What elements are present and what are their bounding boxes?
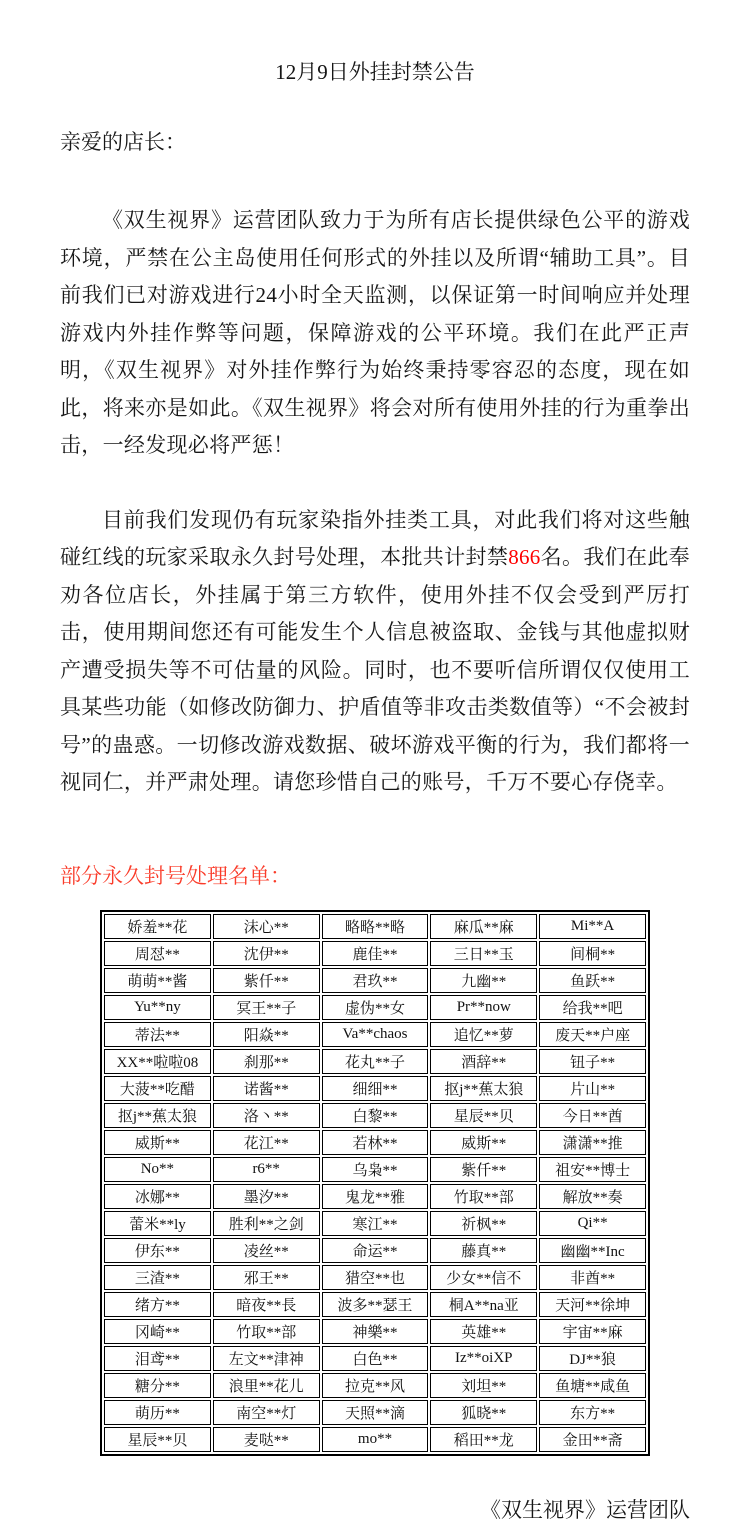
signature: 《双生视界》运营团队 xyxy=(480,1497,690,1522)
banned-player-name: Va**chaos xyxy=(322,1022,429,1047)
banned-player-name: 天照**滴 xyxy=(322,1400,429,1425)
banned-player-name: 左文**津神 xyxy=(213,1346,320,1371)
banned-player-name: 鹿佳** xyxy=(322,941,429,966)
banned-player-name: 诺酱** xyxy=(213,1076,320,1101)
banned-player-name: 娇羞**花 xyxy=(104,914,211,939)
table-row xyxy=(104,1292,646,1317)
banned-player-name: 非酋** xyxy=(539,1265,646,1290)
table-row xyxy=(104,1427,646,1452)
banned-player-name: mo** xyxy=(322,1427,429,1452)
banned-player-name: 君玖** xyxy=(322,968,429,993)
banned-player-name: 给我**吧 xyxy=(539,995,646,1020)
paragraph-1: 《双生视界》运营团队致力于为所有店长提供绿色公平的游戏环境，严禁在公主岛使用任何形式的外挂以及所谓“辅助工具”。目前我们已对游戏进行24小时全天监测，以保证第一时间响应并处理游戏内外挂作弊等问题，保障游戏的公平环境。我们在此严正声明，《双生视界》对外挂作弊行为始终秉持零容忍的态度，现在如此，将来亦是如此。《双生视界》将会对所有使用外挂的行为重拳出击，一经发现必将严惩！ xyxy=(60,208,690,457)
banned-player-name: 东方** xyxy=(539,1400,646,1425)
banned-player-name: 麻瓜**麻 xyxy=(430,914,537,939)
banned-player-name: 猎空**也 xyxy=(322,1265,429,1290)
banned-player-name: 萌萌**酱 xyxy=(104,968,211,993)
banned-player-name: 刘坦** xyxy=(430,1373,537,1398)
banned-player-name: 天河**徐坤 xyxy=(539,1292,646,1317)
banned-player-name: 白色** xyxy=(322,1346,429,1371)
banned-player-name: 废天**户座 xyxy=(539,1022,646,1047)
banned-player-name: 萌历** xyxy=(104,1400,211,1425)
paragraph-2-text-after: 名。我们在此奉劝各位店长，外挂属于第三方软件，使用外挂不仅会受到严厉打击，使用期间您还有可能发生个人信息被盗取、金钱与其他虚拟财产遭受损失等不可估量的风险。同时，也不要听信所谓仅仅使用工具某些功能（如修改防御力、护盾值等非攻击类数值等）“不会被封号”的蛊惑。一切修改游戏数据、破坏游戏平衡的行为，我们都将一视同仁，并严肃处理。请您珍惜自己的账号，千万不要心存侥幸。 xyxy=(60,545,690,794)
banned-player-name: 大菠**吃醋 xyxy=(104,1076,211,1101)
banned-player-name: 间桐** xyxy=(539,941,646,966)
table-row xyxy=(104,1130,646,1155)
banned-player-name: 祖安**博士 xyxy=(539,1157,646,1182)
banned-player-name: 泪鸢** xyxy=(104,1346,211,1371)
banned-player-name: Iz**oiXP xyxy=(430,1346,537,1371)
table-row xyxy=(104,1103,646,1128)
banned-player-name: 凌丝** xyxy=(213,1238,320,1263)
banned-player-name: Qi** xyxy=(539,1211,646,1236)
banned-player-name: 抠j**蕉太狼 xyxy=(430,1076,537,1101)
banned-player-name: 宇宙**麻 xyxy=(539,1319,646,1344)
banned-player-name: 若林** xyxy=(322,1130,429,1155)
table-row xyxy=(104,1238,646,1263)
paragraph-2-text-before: 目前我们发现仍有玩家染指外挂类工具，对此我们将对这些触碰红线的玩家采取永久封号处理，本批共计封禁 xyxy=(60,507,690,569)
banned-player-name: 稻田**龙 xyxy=(430,1427,537,1452)
banned-player-name: 酒辞** xyxy=(430,1049,537,1074)
table-row xyxy=(104,914,646,939)
banned-player-name: 冥王**子 xyxy=(213,995,320,1020)
banned-player-name: 花江** xyxy=(213,1130,320,1155)
banned-player-name: 竹取**部 xyxy=(213,1319,320,1344)
banned-player-name: Mi**A xyxy=(539,914,646,939)
banned-player-name: 解放**奏 xyxy=(539,1184,646,1209)
table-row xyxy=(104,1346,646,1371)
banned-player-name: 今日**酋 xyxy=(539,1103,646,1128)
banned-player-name: 神樂** xyxy=(322,1319,429,1344)
banned-player-name: 周怼** xyxy=(104,941,211,966)
banned-player-name: 祈枫** xyxy=(430,1211,537,1236)
ban-table-body xyxy=(104,914,646,1452)
banned-player-name: 三渣** xyxy=(104,1265,211,1290)
ban-list-table xyxy=(100,910,650,1456)
banned-player-name: 紫仟** xyxy=(430,1157,537,1182)
banned-player-name: 暗夜**長 xyxy=(213,1292,320,1317)
banned-player-name: 麦哒** xyxy=(213,1427,320,1452)
banned-player-name: r6** xyxy=(213,1157,320,1182)
banned-player-name: 冈崎** xyxy=(104,1319,211,1344)
banned-player-name: 金田**斋 xyxy=(539,1427,646,1452)
banned-player-name: 浪里**花儿 xyxy=(213,1373,320,1398)
banned-player-name: 桐A**na亚 xyxy=(430,1292,537,1317)
banned-player-name: 乌枭** xyxy=(322,1157,429,1182)
paragraph-2 xyxy=(60,502,690,802)
banned-player-name: 胜利**之剑 xyxy=(213,1211,320,1236)
banned-player-name: 沫心** xyxy=(213,914,320,939)
table-row xyxy=(104,1400,646,1425)
banned-player-name: 南空**灯 xyxy=(213,1400,320,1425)
banned-player-name: 墨汐** xyxy=(213,1184,320,1209)
table-row xyxy=(104,1319,646,1344)
banned-player-name: 蒂法** xyxy=(104,1022,211,1047)
table-row xyxy=(104,1265,646,1290)
banned-player-name: No** xyxy=(104,1157,211,1182)
table-row xyxy=(104,1022,646,1047)
banned-player-name: 洛丶** xyxy=(213,1103,320,1128)
banned-player-name: 白黎** xyxy=(322,1103,429,1128)
banned-player-name: 绪方** xyxy=(104,1292,211,1317)
banned-player-name: Yu**ny xyxy=(104,995,211,1020)
banned-player-name: 鱼塘**咸鱼 xyxy=(539,1373,646,1398)
table-row xyxy=(104,1373,646,1398)
banned-player-name: 阳焱** xyxy=(213,1022,320,1047)
banned-player-name: 寒江** xyxy=(322,1211,429,1236)
banned-player-name: 幽幽**Inc xyxy=(539,1238,646,1263)
table-row xyxy=(104,968,646,993)
banned-count: 866 xyxy=(508,545,541,569)
banned-player-name: 追忆**萝 xyxy=(430,1022,537,1047)
banned-player-name: 英雄** xyxy=(430,1319,537,1344)
table-row xyxy=(104,1211,646,1236)
banned-player-name: Pr**now xyxy=(430,995,537,1020)
banned-player-name: 狐晓** xyxy=(430,1400,537,1425)
banned-player-name: XX**啦啦08 xyxy=(104,1049,211,1074)
banned-player-name: 威斯** xyxy=(104,1130,211,1155)
banned-player-name: 糖分** xyxy=(104,1373,211,1398)
banned-player-name: 蕾米**ly xyxy=(104,1211,211,1236)
banned-player-name: 花丸**子 xyxy=(322,1049,429,1074)
banned-player-name: 略略**略 xyxy=(322,914,429,939)
banned-player-name: 沈伊** xyxy=(213,941,320,966)
banned-player-name: DJ**狼 xyxy=(539,1346,646,1371)
table-row xyxy=(104,995,646,1020)
banned-player-name: 片山** xyxy=(539,1076,646,1101)
banned-player-name: 刹那** xyxy=(213,1049,320,1074)
banned-player-name: 伊东** xyxy=(104,1238,211,1263)
banned-player-name: 细细** xyxy=(322,1076,429,1101)
banned-player-name: 威斯** xyxy=(430,1130,537,1155)
banned-player-name: 藤真** xyxy=(430,1238,537,1263)
banned-player-name: 抠j**蕉太狼 xyxy=(104,1103,211,1128)
banned-player-name: 虚伪**女 xyxy=(322,995,429,1020)
salutation: 亲爱的店长： xyxy=(60,130,186,154)
banned-player-name: 三日**玉 xyxy=(430,941,537,966)
banned-player-name: 邪王** xyxy=(213,1265,320,1290)
banned-player-name: 波多**瑟王 xyxy=(322,1292,429,1317)
banned-player-name: 鬼龙**雅 xyxy=(322,1184,429,1209)
table-row xyxy=(104,1049,646,1074)
banned-player-name: 拉克**风 xyxy=(322,1373,429,1398)
table-row xyxy=(104,1184,646,1209)
banned-player-name: 九幽** xyxy=(430,968,537,993)
banned-player-name: 星辰**贝 xyxy=(430,1103,537,1128)
page-title: 12月9日外挂封禁公告 xyxy=(275,60,475,84)
table-row xyxy=(104,1157,646,1182)
banned-player-name: 潇潇**推 xyxy=(539,1130,646,1155)
banned-player-name: 紫仟** xyxy=(213,968,320,993)
banned-player-name: 钮子** xyxy=(539,1049,646,1074)
banned-player-name: 鱼跃** xyxy=(539,968,646,993)
table-row xyxy=(104,1076,646,1101)
banned-player-name: 命运** xyxy=(322,1238,429,1263)
banned-player-name: 星辰**贝 xyxy=(104,1427,211,1452)
table-row xyxy=(104,941,646,966)
ban-list-heading: 部分永久封号处理名单： xyxy=(60,863,291,888)
banned-player-name: 少女**信不 xyxy=(430,1265,537,1290)
banned-player-name: 冰娜** xyxy=(104,1184,211,1209)
banned-player-name: 竹取**部 xyxy=(430,1184,537,1209)
